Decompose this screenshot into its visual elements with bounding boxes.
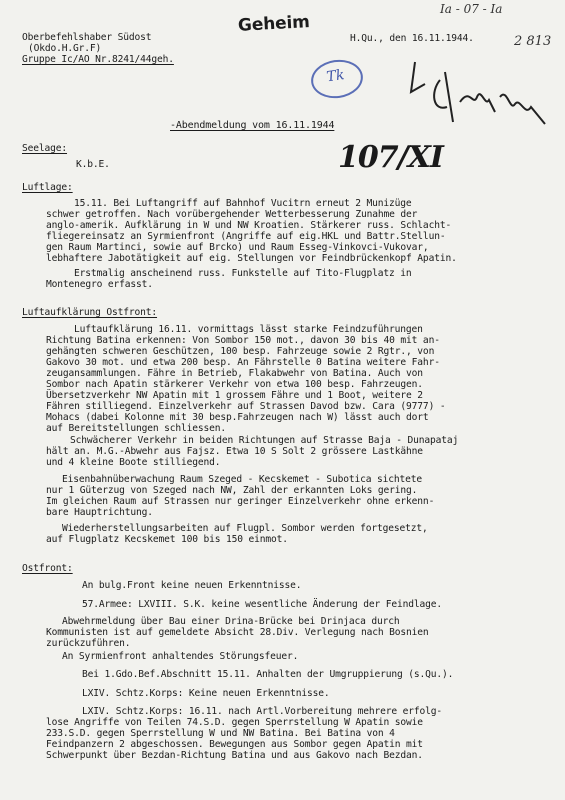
aufklaerung-line: Mohacs (dabei Kolonne mit 30 besp.Fahrzeugen nach W) lässt auch dort	[46, 412, 429, 423]
aufklaerung-line: nur 1 Güterzug von Szeged nach NW, Zahl der erkannten Loks gering.	[46, 485, 418, 496]
aufklaerung-line: Wiederherstellungsarbeiten auf Flugpl. Sombor werden fortgesetzt,	[62, 523, 428, 534]
ostfront-line: zurückzuführen.	[46, 638, 131, 649]
circle-stamp-text: Tk	[325, 67, 346, 86]
aufklaerung-line: Gakovo 30 mot. und etwa 200 besp. An Fährstelle 0 Batina weitere Fahr-	[46, 357, 440, 368]
ostfront-line: Schwerpunkt über Bezdan-Richtung Batina und aus Gakovo nach Bezdan.	[46, 750, 423, 761]
aufklaerung-line: Richtung Batina erkennen: Von Sombor 150 mot., davon 30 bis 40 mit an-	[46, 335, 440, 346]
corner-note: Ia - 07 - Ia	[440, 2, 503, 16]
aufklaerung-line: Übersetzverkehr NW Apatin mit 1 grossem Fähre und 1 Boot, weitere 2	[46, 390, 423, 401]
aufklaerung-line: Im gleichen Raum auf Strassen nur geringer Einzelverkehr ohne erkenn-	[46, 496, 435, 507]
handwritten-signature	[385, 52, 555, 142]
heading-luftlage: Luftlage:	[22, 182, 73, 193]
ostfront-line: An Syrmienfront anhaltendes Störungsfeuer.	[62, 651, 299, 662]
aufklaerung-line: Schwächerer Verkehr in beiden Richtungen auf Strasse Baja - Dunapataj	[70, 435, 459, 446]
aufklaerung-line: hält an. M.G.-Abwehr aus Fajsz. Etwa 10 S Solt 2 grössere Lastkähne	[46, 446, 423, 457]
luftlage-line: Erstmalig anscheinend russ. Funkstelle auf Tito-Flugplatz in	[74, 268, 412, 279]
report-title: -Abendmeldung vom 16.11.1944	[170, 120, 335, 131]
reference-number: 2 813	[514, 34, 552, 49]
secret-stamp: Geheim	[237, 12, 311, 36]
luftlage-line: fliegereinsatz an Syrmienfront (Angriffe auf eig.HKL und Battr.Stellun-	[46, 231, 446, 242]
ostfront-line: Abwehrmeldung über Bau einer Drina-Brücke bei Drinjaca durch	[62, 616, 400, 627]
heading-ostfront: Ostfront:	[22, 563, 73, 574]
aufklaerung-line: bare Hauptrichtung.	[46, 507, 153, 518]
ostfront-line: Kommunisten ist auf gemeldete Absicht 28.Div. Verlegung nach Bosnien	[46, 627, 429, 638]
aufklaerung-line: Fähren stilliegend. Einzelverkehr auf Strassen Davod bzw. Cara (9777) -	[46, 401, 446, 412]
document-number-stamp: 107/XI	[338, 140, 443, 175]
luftlage-line: Montenegro erfasst.	[46, 279, 153, 290]
ostfront-line: An bulg.Front keine neuen Erkenntnisse.	[82, 580, 302, 591]
ostfront-line: lose Angriffe von Teilen 74.S.D. gegen Sperrstellung W Apatin sowie	[46, 717, 423, 728]
aufklaerung-line: Eisenbahnüberwachung Raum Szeged - Kecskemet - Subotica sichtete	[62, 474, 423, 485]
ostfront-line: Feindpanzern 2 abgeschossen. Bewegungen aus Sombor gegen Apatin mit	[46, 739, 423, 750]
heading-luftaufklaerung: Luftaufklärung Ostfront:	[22, 307, 158, 318]
aufklaerung-line: auf Flugplatz Kecskemet 100 bis 150 einmot.	[46, 534, 288, 545]
luftlage-line: 15.11. Bei Luftangriff auf Bahnhof Vucitrn erneut 2 Munizüge	[74, 198, 412, 209]
circle-stamp	[309, 57, 366, 102]
aufklaerung-line: Luftaufklärung 16.11. vormittags lässt starke Feindzuführungen	[74, 324, 423, 335]
ostfront-line: LXIV. Schtz.Korps: Keine neuen Erkenntnisse.	[82, 688, 330, 699]
luftlage-line: lebhaftere Jabotätigkeit auf eig. Stellungen vor Feindbrückenkopf Apatin.	[46, 253, 457, 264]
luftlage-line: schwer getroffen. Nach vorübergehender Wetterbesserung Zunahme der	[46, 209, 418, 220]
ostfront-line: Bei 1.Gdo.Bef.Abschnitt 15.11. Anhalten der Umgruppierung (s.Qu.).	[82, 669, 454, 680]
command-line-1: Oberbefehlshaber Südost	[22, 32, 152, 43]
aufklaerung-line: zeugansammlungen. Fähre in Betrieb, Flakabwehr von Batina. Auch von	[46, 368, 423, 379]
heading-seelage: Seelage:	[22, 143, 68, 154]
luftlage-line: anglo-amerik. Aufklärung in W und NW Kroatien. Stärkerer russ. Schlacht-	[46, 220, 452, 231]
ostfront-line: 233.S.D. gegen Sperrstellung W und NW Batina. Bei Batina von 4	[46, 728, 395, 739]
command-line-3: Gruppe Ic/AO Nr.8241/44geh.	[22, 54, 174, 65]
seelage-text: K.b.E.	[76, 159, 110, 170]
aufklaerung-line: auf Bereitstellungen schliessen.	[46, 423, 227, 434]
command-line-2: (Okdo.H.Gr.F)	[28, 43, 102, 54]
aufklaerung-line: Sombor nach Apatin stärkerer Verkehr von etwa 100 besp. Fahrzeugen.	[46, 379, 423, 390]
aufklaerung-line: gehängten schweren Geschützen, 100 besp. Fahrzeuge sowie 2 Rgtr., von	[46, 346, 435, 357]
place-date: H.Qu., den 16.11.1944.	[350, 33, 474, 44]
ostfront-line: LXIV. Schtz.Korps: 16.11. nach Artl.Vorbereitung mehrere erfolg-	[82, 706, 443, 717]
ostfront-line: 57.Armee: LXVIII. S.K. keine wesentliche Änderung der Feindlage.	[82, 599, 443, 610]
aufklaerung-line: und 4 kleine Boote stilliegend.	[46, 457, 221, 468]
luftlage-line: gen Raum Martinci, sowie auf Brcko) und Raum Esseg-Vinkovci-Vukovar,	[46, 242, 429, 253]
